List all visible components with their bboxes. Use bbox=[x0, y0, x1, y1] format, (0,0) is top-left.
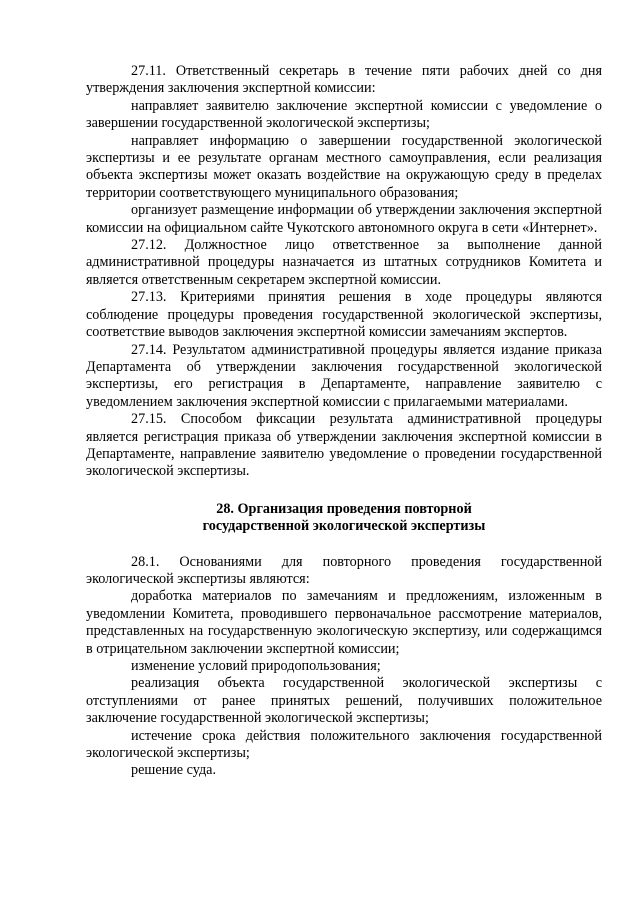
paragraph-27-14: 27.14. Результатом административной процедуры является издание приказа Департамента об утверждении заключения государственной экологической экспертизы, его регистрация в Департаменте, направление заявителю с уведомлением заключения экспертной комиссии с прилагаемыми материалами. bbox=[86, 341, 602, 410]
paragraph-28-1: 28.1. Основаниями для повторного проведения государственной экологической экспертизы являются: bbox=[86, 553, 602, 587]
paragraph-27-11-item-1: направляет заявителю заключение экспертной комиссии с уведомление о завершении государственной экологической экспертизы; bbox=[86, 97, 602, 132]
paragraph-27-13: 27.13. Критериями принятия решения в ходе процедуры являются соблюдение процедуры проведения государственной экологической экспертизы, соответствие выводов заключения экспертной комиссии замечаниям экспертов. bbox=[86, 289, 602, 341]
paragraph-28-1-item-5: решение суда. bbox=[131, 762, 217, 779]
paragraph-27-11-item-2: направляет информацию о завершении государственной экологической экспертизы и ее результате органам местного самоуправления, если реализация объекта экспертизы может оказать воздействие на окружающую среду в пределах территории соответствующего муниципального образования; bbox=[86, 132, 602, 201]
document-body bbox=[86, 63, 602, 780]
paragraph-27-12: 27.12. Должностное лицо ответственное за выполнение данной административной процедуры назначается из штатных сотрудников Комитета и является ответственным секретарем экспертной комиссии. bbox=[86, 237, 602, 288]
section-28-heading-line-1: 28. Организация проведения повторной bbox=[216, 500, 472, 517]
paragraph-27-11: 27.11. Ответственный секретарь в течение пяти рабочих дней со дня утверждения заключения экспертной комиссии: bbox=[86, 63, 602, 97]
paragraph-28-1-item-2: изменение условий природопользования; bbox=[131, 658, 381, 674]
paragraph-27-11-item-3: организует размещение информации об утверждении заключения экспертной комиссии на официальном сайте Чукотского автономного округа в сети «Интернет». bbox=[86, 202, 602, 236]
section-28-heading-line-2: государственной экологической экспертизы bbox=[202, 518, 486, 535]
section-28-heading bbox=[86, 501, 602, 536]
paragraph-27-15: 27.15. Способом фиксации результата административной процедуры является регистрация приказа об утверждении заключения экспертной комиссии в Департаменте, направление заявителю уведомление о проведении государственной экологической экспертизы. bbox=[86, 411, 602, 480]
paragraph-28-1-item-4: истечение срока действия положительного заключения государственной экологической экспертизы; bbox=[86, 727, 602, 762]
paragraph-28-1-item-1: доработка материалов по замечаниям и предложениям, изложенным в уведомлении Комитета, проводившего первоначальное рассмотрение материалов, представленных на государственную экологическую экспертизу, или содержащимся в отрицательном заключении экспертной комиссии; bbox=[86, 588, 602, 657]
paragraph-28-1-item-3: реализация объекта государственной экологической экспертизы с отступлениями от ранее принятых решений, получивших положительное заключение государственной экологической экспертизы; bbox=[86, 675, 602, 727]
